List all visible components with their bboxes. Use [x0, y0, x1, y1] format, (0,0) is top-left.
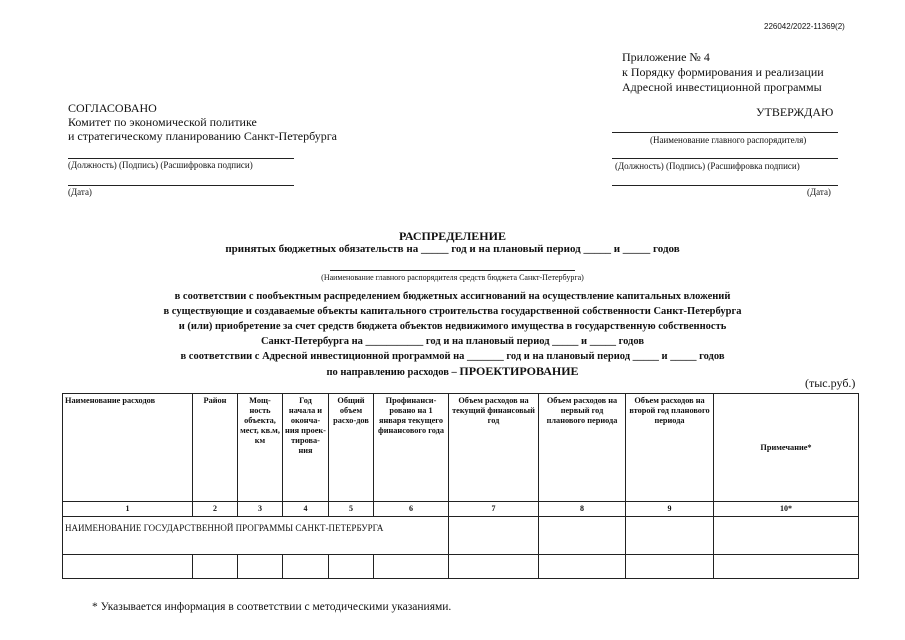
col-number: 6: [374, 502, 449, 517]
title-line-7: [0, 364, 905, 380]
distribution-table: [62, 393, 859, 579]
appendix-line-3: Адресной инвестиционной программы: [622, 80, 822, 94]
title-line-6: в соответствии с Адресной инвестиционной программой на _______ год и на плановый период _____ и _____ годов: [180, 351, 725, 362]
header-district: Район: [193, 394, 238, 502]
header-design-years: Год начала и оконча-ния проек-тирова-ния: [283, 394, 329, 502]
appendix-block: [622, 50, 824, 95]
agreed-heading: СОГЛАСОВАНО: [68, 101, 157, 115]
header-expense-name: Наименование расходов: [63, 394, 193, 502]
table-cell: [539, 517, 626, 555]
title-line-5: Санкт-Петербурга на ___________ год и на плановый период _____ и _____ годов: [260, 336, 645, 347]
table-cell: [449, 555, 539, 579]
footnote: * Указывается информация в соответствии с методическими указаниями.: [92, 601, 452, 613]
document-number: 226042/2022-11369(2): [764, 22, 845, 31]
table-cell: [374, 555, 449, 579]
appendix-line-1: Приложение № 4: [622, 50, 710, 64]
table-cell: [193, 555, 238, 579]
table-cell: [283, 555, 329, 579]
approve-sign-caption: (Должность) (Подпись) (Расшифровка подписи): [615, 161, 800, 171]
col-number: 1: [63, 502, 193, 517]
header-current-year: Объем расходов на текущий финансовый год: [449, 394, 539, 502]
head-name-line: [330, 270, 575, 271]
units-label: (тыс.руб.): [805, 376, 856, 390]
header-note: Примечание*: [714, 394, 859, 502]
agreed-block: [68, 101, 337, 143]
agreed-sign-line: [68, 158, 294, 159]
table-cell: [539, 555, 626, 579]
header-first-plan-year: Объем расходов на первый год планового периода: [539, 394, 626, 502]
head-name-caption: (Наименование главного распорядителя средств бюджета Санкт-Петербурга): [321, 273, 584, 282]
col-number: 4: [283, 502, 329, 517]
col-number: 5: [329, 502, 374, 517]
col-number: 7: [449, 502, 539, 517]
approve-sign-line: [612, 158, 838, 159]
table-cell: [329, 555, 374, 579]
program-row: [63, 517, 859, 555]
table-cell: [714, 555, 859, 579]
agreed-date-line: [68, 185, 294, 186]
header-capacity: Мощ-ность объекта, мест, кв.м, км: [238, 394, 283, 502]
direction-prefix: по направлению расходов –: [326, 367, 460, 378]
table-cell: [714, 517, 859, 555]
agreed-date-caption: (Дата): [68, 187, 92, 197]
approve-head-line: [612, 132, 838, 133]
document-title: РАСПРЕДЕЛЕНИЕ: [399, 229, 506, 243]
approve-heading: УТВЕРЖДАЮ: [756, 105, 834, 119]
col-number: 2: [193, 502, 238, 517]
appendix-line-2: к Порядку формирования и реализации: [622, 65, 824, 79]
program-name-cell: НАИМЕНОВАНИЕ ГОСУДАРСТВЕННОЙ ПРОГРАММЫ САНКТ-ПЕТЕРБУРГА: [63, 517, 449, 555]
table-cell: [63, 555, 193, 579]
table-cell: [626, 517, 714, 555]
agreed-org-line-1: Комитет по экономической политике: [68, 115, 257, 129]
table-cell: [449, 517, 539, 555]
approve-date-caption: (Дата): [807, 187, 831, 197]
col-number: 10*: [714, 502, 859, 517]
header-financed: Профинанси-ровано на 1 января текущего финансового года: [374, 394, 449, 502]
title-line-3: в существующие и создаваемые объекты капитального строительства государственной собственности Санкт-Петербурга: [163, 306, 742, 317]
title-line-2: в соответствии с пообъектным распределением бюджетных ассигнований на осуществление капитальных вложений: [174, 291, 731, 302]
col-number: 3: [238, 502, 283, 517]
header-total-volume: Общий объем расхо-дов: [329, 394, 374, 502]
col-number: 8: [539, 502, 626, 517]
table-cell: [626, 555, 714, 579]
approve-head-caption: (Наименование главного распорядителя): [650, 135, 807, 145]
title-line-4: и (или) приобретение за счет средств бюджета объектов недвижимого имущества в государственную собственность: [178, 321, 727, 332]
title-line-1: принятых бюджетных обязательств на _____ год и на плановый период _____ и _____ годов: [225, 243, 680, 255]
approve-date-line: [612, 185, 838, 186]
table-header-row: [63, 394, 859, 502]
agreed-sign-caption: (Должность) (Подпись) (Расшифровка подписи): [68, 160, 253, 170]
table-number-row: [63, 502, 859, 517]
table-row: [63, 555, 859, 579]
col-number: 9: [626, 502, 714, 517]
title-paragraph: [0, 289, 905, 380]
agreed-org-line-2: и стратегическому планированию Санкт-Петербурга: [68, 129, 337, 143]
table-cell: [238, 555, 283, 579]
direction-value: ПРОЕКТИРОВАНИЕ: [459, 364, 579, 378]
header-second-plan-year: Объем расходов на второй год планового периода: [626, 394, 714, 502]
